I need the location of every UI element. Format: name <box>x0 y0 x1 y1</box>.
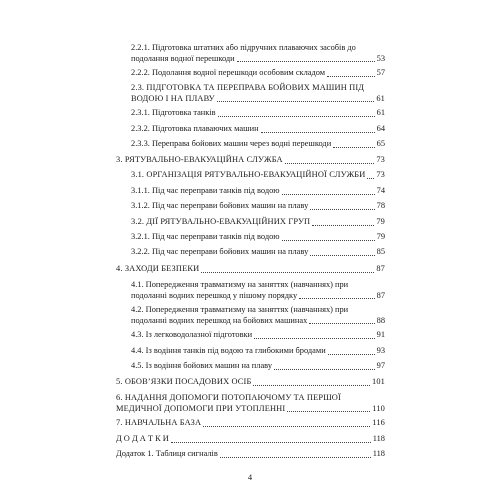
toc-page-number: 118 <box>372 449 385 458</box>
dot-leader <box>282 240 375 241</box>
toc-entry-text-line1: 2.3. ПІДГОТОВКА ТА ПЕРЕПРАВА БОЙОВИХ МАШИН ПІД <box>131 83 365 92</box>
toc-page-number: 85 <box>376 247 385 256</box>
toc-entry-text: 3.1.2. Під час переправи бойових машин на плаву <box>131 201 309 210</box>
toc-entry-text: 4.5. Із водіння бойових машин на плаву <box>131 361 273 370</box>
toc-entry-text: 7. НАВЧАЛЬНА БАЗА <box>116 418 202 427</box>
toc-page-number: 101 <box>371 377 385 386</box>
dot-leader <box>201 272 374 273</box>
toc-entry <box>131 83 385 104</box>
toc-entry <box>131 330 385 341</box>
dot-leader <box>327 76 375 77</box>
toc-entry <box>131 217 385 228</box>
dot-leader <box>285 163 375 164</box>
toc-entry-text: 2.3.3. Переправа бойових машин через водні перешкоди <box>131 139 332 148</box>
page-number: 4 <box>247 472 253 482</box>
toc-entry-text: 2.3.2. Підготовка плаваючих машин <box>131 124 259 133</box>
toc-page-number: 57 <box>376 68 385 77</box>
toc-entry-text: 3.2.2. Під час переправи бойових машин на плаву <box>131 247 309 256</box>
dot-leader <box>237 61 375 62</box>
toc-page-number: 79 <box>376 217 385 226</box>
toc-page-number: 97 <box>376 361 385 370</box>
dot-leader <box>261 132 375 133</box>
toc-entry <box>131 186 385 197</box>
dot-leader <box>287 411 370 412</box>
toc-page-number: 79 <box>376 232 385 241</box>
toc-entry <box>116 418 385 429</box>
toc-entry <box>131 170 385 181</box>
toc-entry-text: ВОДОЮ І НА ПЛАВУ <box>131 93 215 103</box>
toc-entry-text-line1: 4.2. Попередження травматизму на заняттях (навчаннях) при <box>131 305 349 314</box>
toc-entry-text: 3.2.1. Під час переправи танків під водою <box>131 232 280 241</box>
toc-page-number: 74 <box>376 186 385 195</box>
dot-leader <box>254 338 375 339</box>
toc-entry <box>131 280 385 301</box>
toc-entry-text: Додаток 1. Таблиця сигналів <box>116 449 218 458</box>
toc-page-number: 61 <box>376 108 385 117</box>
toc-entry <box>131 68 385 79</box>
toc-page-number: 87 <box>376 264 385 273</box>
dot-leader <box>299 298 374 299</box>
toc-entry <box>116 434 385 445</box>
toc-entry-text: 2.2.2. Подолання водної перешкоди особовим складом <box>131 68 326 77</box>
toc-entry <box>131 247 385 258</box>
dot-leader <box>203 426 370 427</box>
toc-entry <box>131 43 385 64</box>
dot-leader <box>253 385 370 386</box>
toc-entry-text-line1: 4.1. Попередження травматизму на заняттях (навчаннях) при <box>131 280 349 289</box>
toc-entry <box>131 124 385 135</box>
toc-entry <box>131 346 385 357</box>
dot-leader <box>218 116 375 117</box>
toc-page-number: 88 <box>376 315 385 325</box>
dot-leader <box>220 457 371 458</box>
toc-entry-text: 2.3.1. Підготовка танків <box>131 108 216 117</box>
toc-page-number: 110 <box>372 403 385 413</box>
dot-leader <box>310 255 374 256</box>
toc-page-number: 73 <box>376 155 385 164</box>
toc-entry-text: 3. РЯТУВАЛЬНО-ЕВАКУАЦІЙНА СЛУЖБА <box>116 155 283 164</box>
toc-entry-text: 3.1. ОРГАНІЗАЦІЯ РЯТУВАЛЬНО-ЕВАКУАЦІЙНОЇ СЛУЖБИ <box>131 170 366 179</box>
toc-entry <box>131 305 385 326</box>
toc-entry-text-line1: 2.2.1. Підготовка штатних або підручних плаваючих засобів до <box>131 43 356 52</box>
toc-page-number: 65 <box>376 139 385 148</box>
toc-entry <box>131 139 385 150</box>
toc-entry <box>131 201 385 212</box>
toc-page-number: 78 <box>376 201 385 210</box>
toc-entry-text: 5. ОБОВ’ЯЗКИ ПОСАДОВИХ ОСІБ <box>116 377 252 386</box>
toc-page-number: 53 <box>376 53 385 63</box>
toc-page-number: 64 <box>376 124 385 133</box>
toc-entry-text: 3.1.1. Під час переправи танків під водою <box>131 186 280 195</box>
toc-entry-text: МЕДИЧНОЇ ДОПОМОГИ ПРИ УТОПЛЕННІ <box>116 403 286 413</box>
toc-entry-text: 4.4. Із водіння танків під водою та глибокими бродами <box>131 346 326 355</box>
toc-entry <box>116 393 385 414</box>
toc-entry-text: 4.3. Із легководолазної підготовки <box>131 330 253 339</box>
toc-page-number: 73 <box>376 170 385 179</box>
toc-page-number: 87 <box>376 290 385 300</box>
dot-leader <box>274 369 375 370</box>
dot-leader <box>333 147 374 148</box>
toc-entry-text: подолання водної перешкоди <box>131 53 235 63</box>
toc-page-number: 61 <box>376 93 385 103</box>
dot-leader <box>217 101 375 102</box>
dot-leader <box>367 178 374 179</box>
dot-leader <box>309 323 374 324</box>
toc-entry-text: подоланні водних перешкод на бойових машинах <box>131 315 308 325</box>
dot-leader <box>171 442 371 443</box>
dot-leader <box>312 225 374 226</box>
dot-leader <box>310 209 374 210</box>
toc-entry-text: Д О Д А Т К И <box>116 434 169 443</box>
toc-entry <box>131 232 385 243</box>
toc-entry-text: 3.2. ДІЇ РЯТУВАЛЬНО-ЕВАКУАЦІЙНИХ ГРУП <box>131 217 311 226</box>
toc-page-number: 116 <box>372 418 385 427</box>
toc-entry <box>116 377 385 388</box>
toc-entry <box>116 449 385 460</box>
toc-page-number: 118 <box>372 434 385 443</box>
toc-entry-text-line1: 6. НАДАННЯ ДОПОМОГИ ПОТОПАЮЧОМУ ТА ПЕРШОЇ <box>116 393 341 402</box>
toc-entry <box>116 155 385 166</box>
toc-page-number: 91 <box>376 330 385 339</box>
toc-entry <box>116 264 385 275</box>
toc-entry <box>131 361 385 372</box>
dot-leader <box>328 354 375 355</box>
toc-page-number: 93 <box>376 346 385 355</box>
toc-entry-text: 4. ЗАХОДИ БЕЗПЕКИ <box>116 264 200 273</box>
toc-entry <box>131 108 385 119</box>
toc-entry-text: подоланні водних перешкод у пішому порядку <box>131 290 298 300</box>
dot-leader <box>282 194 375 195</box>
